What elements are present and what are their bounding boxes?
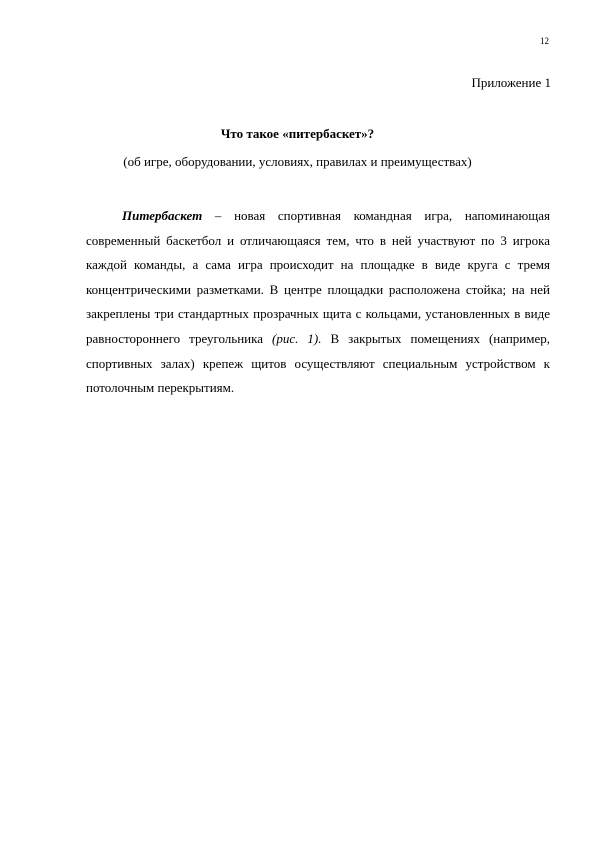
document-subtitle: (об игре, оборудовании, условиях, правилах и преимуществах) [123,154,472,169]
document-title: Что такое «питербаскет»? [220,126,375,141]
figure-reference: (рис. 1). [272,330,322,346]
paragraph-text-part-2: В закрытых помещениях (например, спортивных залах) крепеж щитов осуществляют специальным устройством к потолочным перекрытиям. [86,330,550,396]
paragraph-text-part-1: – новая спортивная командная игра, напоминающая современный баскетбол и отличающаяся тем, что в ней участвуют по 3 игрока каждой команды, а сама игра происходит на площадке в виде круга с тремя концентрическими разметками. В центре площадки расположена стойка; на ней закреплены три стандартных прозрачных щита с кольцами, установленных в виде равностороннего треугольника [86,208,550,346]
body-paragraph [86,204,550,401]
page-number: 12 [540,36,549,46]
term-piterbasket: Питербаскет [122,208,203,223]
appendix-label: Приложение 1 [471,75,551,90]
